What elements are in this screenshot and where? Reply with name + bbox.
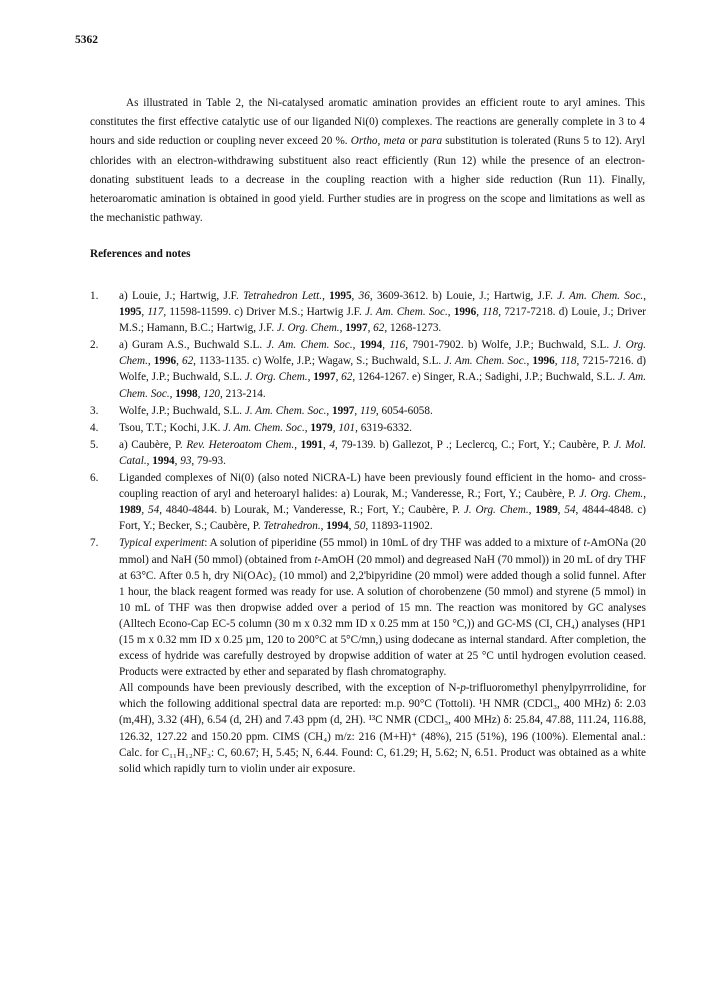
ref-text: , (197, 387, 204, 400)
ref-text: , (326, 404, 332, 417)
ref-italic-text: J. Mol. Catal. (119, 438, 647, 467)
reference-body (119, 535, 646, 776)
reference-text (119, 337, 646, 401)
ref-text: , (320, 520, 327, 533)
reference-number: 5. (90, 438, 99, 451)
intro-text-1: As illustrated in Table 2, the Ni-catalysed aromatic amination provides an efficient route to aryl amines. This constitutes the first effective catalytic use of our liganded Ni(0) complexes. The reactions are generally complete in 3 to 4 hours and side reduction or coupling never exceed 20 %. (90, 97, 645, 148)
reference-item (90, 337, 646, 401)
reference-text (119, 437, 646, 469)
ref-text: All compounds have been previously described, with the exception of N- (119, 682, 461, 695)
reference-number: 1. (90, 290, 99, 302)
ref-bold-year: 1995 (329, 290, 352, 302)
intro-italic-2: para (420, 135, 443, 148)
ref-bold-year: 1989 (119, 504, 142, 517)
ref-italic-text: 93 (180, 454, 192, 467)
ref-italic-text: J. Org. Chem. (579, 488, 644, 501)
ref-text: , (643, 488, 646, 501)
reference-text (119, 420, 646, 436)
ref-text: , 213-214. (220, 387, 266, 400)
ref-text: , (339, 322, 346, 335)
ref-italic-text: J. Org. Chem. (463, 504, 529, 517)
ref-bold-year: 1994 (326, 520, 349, 533)
ref-bold-year: 1991 (300, 438, 323, 451)
ref-text: , (354, 404, 360, 417)
ref-italic-text: t (583, 537, 587, 550)
ref-italic-text: 120 (203, 387, 220, 400)
ref-text: , (146, 454, 153, 467)
ref-italic-text: 62 (181, 355, 194, 368)
ref-italic-text: 117 (147, 306, 164, 319)
ref-text: , (174, 454, 181, 467)
ref-italic-text: J. Org. Chem. (276, 322, 340, 335)
ref-text: , 1264-1267. e) Singer, R.A.; Sadighi, J.P.; Buchwald, S.L. (352, 371, 618, 384)
ref-text: : A solution of piperidine (55 mmol) in 10mL of dry THF was added to a mixture of (204, 537, 584, 550)
ref-italic-text: 101 (338, 421, 356, 434)
ref-text: , (382, 339, 390, 352)
ref-italic-text: Rev. Heteroatom Chem. (186, 438, 295, 451)
reference-text (119, 535, 646, 680)
reference-item (90, 535, 646, 776)
ref-bold-year: 1995 (119, 306, 142, 319)
ref-italic-text: Tetrahedron. (263, 520, 321, 533)
ref-italic-text: Tetrahedron Lett. (243, 290, 323, 302)
ref-text: a) Louie, J.; Hartwig, J.F. (119, 290, 244, 302)
reference-number: 2. (90, 339, 99, 352)
ref-bold-year: 1998 (175, 387, 198, 400)
reference-item (90, 288, 646, 336)
ref-text: , 3609-3612. b) Louie, J.; Hartwig, J.F. (369, 290, 558, 302)
page-number: 5362 (75, 34, 98, 46)
reference-text (119, 288, 646, 336)
ref-text: , (447, 306, 454, 319)
intro-text-3: substitution is tolerated (Runs 5 to 12). Aryl chlorides with an electron-withdrawing substituent also react efficiently (Run 12) while the presence of an electron-donating substituent leads to a decrease in the coupling reaction with a higher side reduction (Run 11). Finally, heteroaromatic amination is obtained in good yield. Further studies are in progress on the scope and limitations as well as the mechanistic pathway. (90, 135, 646, 225)
reference-body (119, 437, 646, 469)
reference-number: 3. (90, 404, 99, 417)
ref-text: , (476, 306, 483, 319)
ref-text: -AmOH (20 mmol) and degreased NaH (70 mmol)) in 20 mL of dry THF at 63°C. After 0.5 h, dry Ni(OAc)₂ (10 mmol) and 2,2'bipyridine (20 mmol) were added though a solid funnel. After 1 hour, the black reagent formed was ready for use. A solution of chorobenzene (50 mmol) and styrene (5 mmol) in 10 mL of THF was then dropwise added over a period of 15 mn. The reaction was monitored by GC analyses (Alltech Econo-Cap EC-5 column (30 m x 0.32 mm ID x 0.25 mm at 150 °C,)) and GC-MS (CI, CH₄) analyses (HP1 (15 m x 0.32 mm ID x 0.25 µm, 120 to 200°C at 5°C/mn,) using dodecane as internal standard. After completion, the excess of hydride was carefully destroyed by dropwise addition of water at 25 °C until hydrogen evolution ceased. Products were extracted by ether and separated by flash chromatography. (119, 553, 646, 679)
ref-bold-year: 1996 (153, 355, 177, 368)
ref-bold-year: 1979 (310, 421, 333, 434)
ref-text: , 4844-4848. c) Fort, Y.; Becker, S.; Caubère, P. (119, 504, 647, 533)
ref-italic-text: J. Am. Chem. Soc. (444, 355, 527, 368)
ref-italic-text: 4 (329, 438, 335, 451)
ref-italic-text: J. Am. Chem. Soc. (244, 404, 327, 417)
ref-text: , (141, 504, 149, 517)
ref-bold-year: 1994 (152, 454, 175, 467)
ref-text: , 7901-7902. b) Wolfe, J.P.; Buchwald, S.L. (405, 339, 614, 352)
ref-text: , (643, 290, 647, 302)
ref-italic-text: J. Am. Chem. Soc. (266, 339, 353, 352)
ref-italic-text: 50 (354, 520, 366, 533)
reference-item (90, 420, 646, 436)
reference-text (119, 470, 646, 534)
ref-italic-text: J. Org. Chem. (244, 371, 308, 384)
ref-text: , (307, 371, 314, 384)
ref-text: , 7217-7218. d) Louie, J.; Driver M.S.; Hamann, B.C.; Hartwig, J.F. (119, 306, 647, 335)
ref-italic-text: 54 (564, 504, 576, 517)
ref-italic-text: 116 (389, 339, 406, 352)
ref-text: , (348, 520, 355, 533)
reference-item (90, 403, 646, 419)
ref-text: , (304, 421, 311, 434)
reference-number: 7. (90, 537, 99, 550)
ref-text: , 79-93. (191, 454, 226, 467)
ref-bold-year: 1996 (532, 355, 555, 368)
ref-text: a) Guram A.S., Buchwald S.L. (119, 339, 267, 352)
reference-body (119, 337, 646, 401)
reference-number: 6. (90, 472, 99, 485)
ref-italic-text: J. Am. Chem. Soc. (119, 371, 647, 400)
ref-bold-year: 1997 (345, 322, 368, 335)
ref-italic-text: t (314, 553, 318, 566)
ref-text: , (526, 355, 533, 368)
ref-text: , 4840-4844. b) Lourak, M.; Vanderesse, R.; Fort, Y.; Caubère, P. (159, 504, 464, 517)
ref-italic-text: 118 (482, 306, 499, 319)
ref-text: a) Caubère, P. (119, 438, 187, 451)
reference-text-continued (119, 680, 646, 777)
ref-text: Liganded complexes of Ni(0) (also noted NiCRA-L) have been previously found efficient in the homo- and cross-coupling reaction of aryl and heteroaryl halides: a) Lourak, M.; Vanderesse, R.; Fort, Y.; Caubère, P. (119, 472, 646, 501)
ref-text: -AmONa (20 mmol) and NaH (50 mmol) (obtained from (119, 537, 646, 566)
ref-text: , (169, 387, 176, 400)
references-list (90, 288, 646, 778)
ref-text: , (322, 290, 330, 302)
ref-italic-text: Typical experiment (119, 537, 205, 550)
ref-italic-text: J. Am. Chem. Soc. (223, 421, 305, 434)
ref-bold-year: 1994 (359, 339, 383, 352)
ref-bold-year: 1997 (313, 371, 336, 384)
ref-text: , 79-139. b) Gallezot, P .; Leclercq, C.; Fort, Y.; Caubère, P. (334, 438, 614, 451)
ref-text: , (557, 504, 565, 517)
ref-text: , 6054-6058. (375, 404, 433, 417)
ref-italic-text: 36 (358, 290, 370, 302)
ref-text: -trifluoromethyl phenylpyrrrolidine, for which the following additional spectral data are reported: m.p. 90°C (Tottoli). ¹H NMR (CDCl₃, 400 MHz) δ: 2.03 (m,4H), 3.32 (4H), 6.54 (d, 2H) and 7.43 ppm (d, 2H). ¹³C NMR (CDCl₃, 400 MHz) δ: 25.84, 47.88, 111.24, 116.88, 126.32, 127.22 and 150.20 ppm. CIMS (CH₄) m/z: 216 (M+H)⁺ (48%), 215 (51%), 196 (100%). Elemental anal.: Calc. for C₁₁H₁₂NF₃: C, 60.67; H, 5.45; N, 6.44. Found: C, 61.29; H, 5.62; N, 6.51. Product was obtained as a white solid which rapidly turn to violin under air exposure. (119, 682, 646, 775)
references-heading: References and notes (90, 248, 191, 260)
reference-number: 4. (90, 421, 99, 434)
ref-italic-text: J. Am. Chem. Soc. (557, 290, 644, 302)
ref-text: , 1268-1273. (384, 322, 442, 335)
ref-italic-text: 62 (341, 371, 353, 384)
reference-body (119, 403, 646, 419)
intro-italic-1: Ortho, meta (350, 135, 406, 148)
ref-text: Tsou, T.T.; Kochi, J.K. (119, 421, 224, 434)
ref-text: , 1133-1135. c) Wolfe, J.P.; Wagaw, S.; Buchwald, S.L. (193, 355, 445, 368)
reference-body (119, 420, 646, 436)
ref-text: , (367, 322, 374, 335)
ref-text: , 11893-11902. (365, 520, 433, 533)
ref-text: , (294, 438, 301, 451)
reference-item (90, 470, 646, 534)
ref-text: , 6319-6332. (355, 421, 412, 434)
ref-italic-text: 118 (560, 355, 577, 368)
ref-text: , (332, 421, 339, 434)
ref-text: , 7215-7216. d) Wolfe, J.P.; Buchwald, S.L. (119, 355, 647, 384)
ref-italic-text: 119 (359, 404, 376, 417)
ref-text: , (176, 355, 182, 368)
ref-text: , (352, 339, 360, 352)
ref-text: , 11598-11599. c) Driver M.S.; Hartwig J.F. (163, 306, 366, 319)
reference-body (119, 470, 646, 534)
ref-text: , (528, 504, 536, 517)
ref-italic-text: J. Am. Chem. Soc. (365, 306, 448, 319)
ref-bold-year: 1997 (332, 404, 355, 417)
ref-text: , (335, 371, 342, 384)
ref-italic-text: p (460, 682, 466, 695)
ref-text: , (351, 290, 359, 302)
reference-item (90, 437, 646, 469)
intro-text-2: or (405, 135, 421, 148)
ref-text: , (322, 438, 330, 451)
ref-italic-text: J. Org. Chem. (119, 339, 647, 368)
ref-text: , (147, 355, 154, 368)
ref-bold-year: 1989 (535, 504, 558, 517)
intro-paragraph (90, 94, 645, 228)
reference-text (119, 403, 646, 419)
ref-text: Wolfe, J.P.; Buchwald, S.L. (119, 404, 245, 417)
ref-text: , (554, 355, 561, 368)
reference-body (119, 288, 646, 336)
ref-bold-year: 1996 (453, 306, 477, 319)
ref-italic-text: 62 (373, 322, 385, 335)
ref-text: , (141, 306, 148, 319)
ref-italic-text: 54 (148, 504, 160, 517)
